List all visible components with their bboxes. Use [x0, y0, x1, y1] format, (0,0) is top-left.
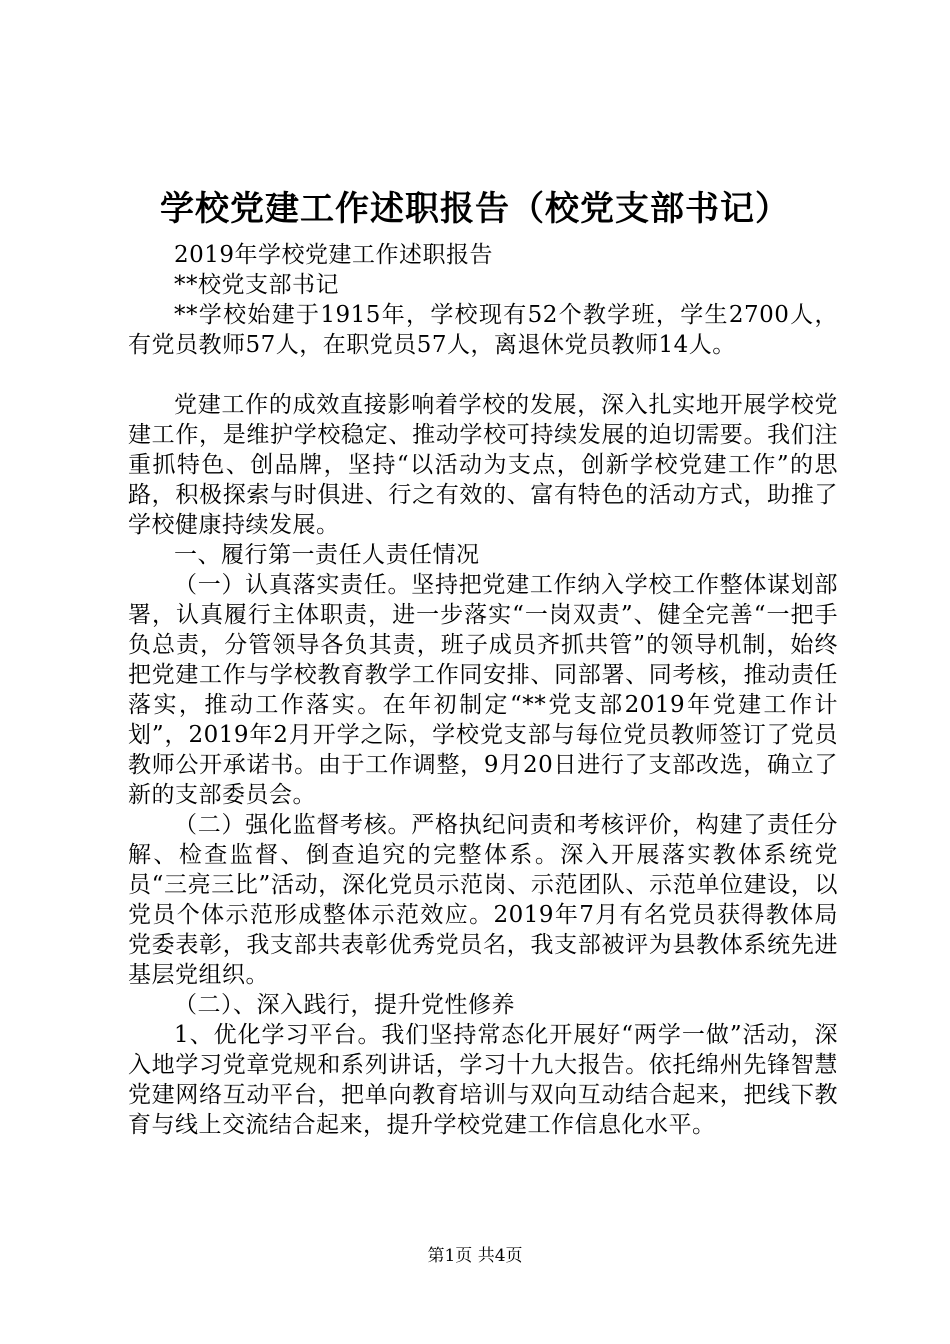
paragraph-school-intro: **学校始建于1915年，学校现有52个教学班，学生2700人，有党员教师57人，在职党员57人，离退休党员教师14人。 [128, 302, 838, 358]
paragraph-supervision: （二）强化监督考核。严格执纪问责和考核评价，构建了责任分解、检查监督、倒查追究的完整体系。深入开展落实教体系统党员“三亮三比”活动，深化党员示范岗、示范团队、示范单位建设，以党员个体示范形成整体示范效应。2019年7月有名党员获得教体局党委表彰，我支部共表彰优秀党员名，我支部被评为县教体系统先进基层党组织。 [128, 812, 838, 988]
paragraph-responsibility: （一）认真落实责任。坚持把党建工作纳入学校工作整体谋划部署，认真履行主体职责，进一步落实“一岗双责”、健全完善“一把手负总责，分管领导各负其责，班子成员齐抓共管”的领导机制，始终把党建工作与学校教育教学工作同安排、同部署、同考核，推动责任落实，推动工作落实。在年初制定“**党支部2019年党建工作计划”，2019年2月开学之际，学校党支部与每位党员教师签订了党员教师公开承诺书。由于工作调整，9月20日进行了支部改选，确立了新的支部委员会。 [128, 572, 838, 808]
paragraph-overview: 党建工作的成效直接影响着学校的发展，深入扎实地开展学校党建工作，是维护学校稳定、推动学校可持续发展的迫切需要。我们注重抓特色、创品牌，坚持“以活动为支点，创新学校党建工作”的思路，积极探索与时俱进、行之有效的、富有特色的活动方式，助推了学校健康持续发展。 [128, 392, 838, 538]
section-heading-2: （二）、深入践行，提升党性修养 [174, 992, 515, 1018]
document-body [128, 240, 838, 1140]
document-title: 学校党建工作述职报告（校党支部书记） [160, 189, 790, 229]
section-heading-1: 一、履行第一责任人责任情况 [174, 542, 480, 568]
report-author: **校党支部书记 [174, 272, 339, 298]
paragraph-learning-platform: 1、优化学习平台。我们坚持常态化开展好“两学一做”活动，深入地学习党章党规和系列讲话，学习十九大报告。依托绵州先锋智慧党建网络互动平台，把单向教育培训与双向互动结合起来，把线下教育与线上交流结合起来，提升学校党建工作信息化水平。 [128, 1022, 838, 1138]
report-subtitle: 2019年学校党建工作述职报告 [174, 242, 494, 268]
page-footer: 第1页 共4页 [427, 1246, 523, 1266]
